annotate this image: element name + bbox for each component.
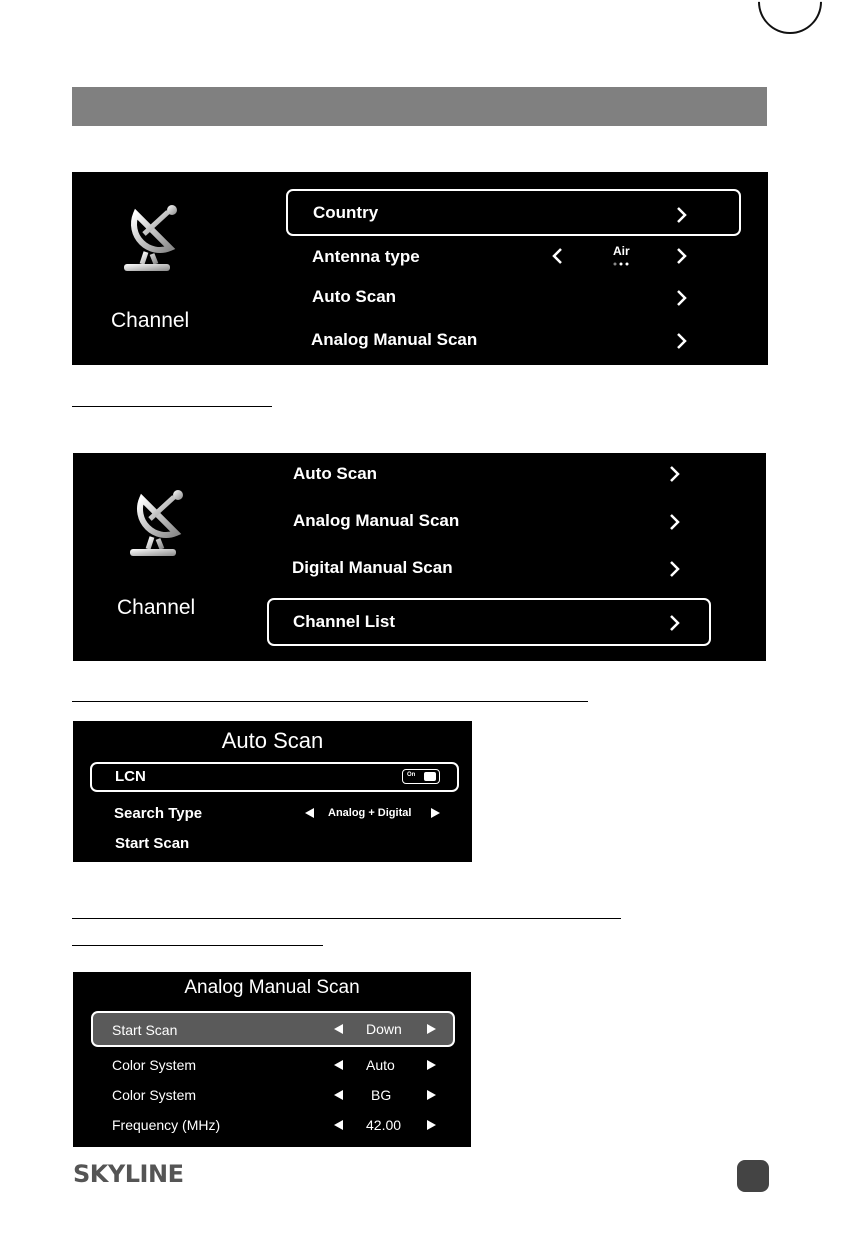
corner-arc-decoration (745, 0, 836, 47)
menu-item-digital-manual-scan[interactable]: Digital Manual Scan (292, 558, 453, 577)
lcn-toggle[interactable] (402, 769, 440, 784)
arrow-left-icon[interactable] (334, 1060, 343, 1070)
chevron-right-icon[interactable] (665, 613, 685, 633)
arrow-left-icon[interactable] (334, 1024, 343, 1034)
underline-divider (72, 701, 588, 702)
frequency-value: 42.00 (366, 1117, 402, 1133)
menu-item-analog-manual-scan[interactable]: Analog Manual Scan (311, 330, 478, 349)
channel-menu-panel-1 (72, 172, 768, 365)
antenna-type-value: Air (613, 244, 630, 258)
lcn-label[interactable]: LCN (115, 768, 146, 785)
search-type-label[interactable]: Search Type (114, 805, 203, 822)
underline-divider (72, 406, 272, 407)
arrow-left-icon[interactable] (334, 1090, 343, 1100)
satellite-dish-icon (128, 489, 194, 561)
channel-menu-panel-2 (73, 453, 766, 661)
arrow-left-icon[interactable] (334, 1120, 343, 1130)
frequency-label[interactable]: Frequency (MHz) (112, 1117, 221, 1133)
chevron-right-icon[interactable] (672, 288, 692, 308)
page-dots-indicator (613, 262, 631, 266)
start-scan-label[interactable]: Start Scan (112, 1022, 178, 1038)
arrow-left-icon[interactable] (305, 808, 314, 818)
page-number-badge (737, 1160, 769, 1192)
toggle-state-label: On (407, 772, 416, 778)
channel-label: Channel (117, 596, 196, 619)
chevron-right-icon[interactable] (672, 331, 692, 351)
chevron-right-icon[interactable] (665, 512, 685, 532)
auto-scan-dialog (73, 721, 472, 862)
section-header-bar (72, 87, 767, 126)
chevron-right-icon[interactable] (665, 464, 685, 484)
menu-item-auto-scan[interactable]: Auto Scan (293, 464, 378, 483)
menu-item-channel-list[interactable]: Channel List (293, 612, 396, 631)
color-system-label[interactable]: Color System (112, 1087, 197, 1103)
arrow-right-icon[interactable] (427, 1090, 436, 1100)
dialog-title: Auto Scan (221, 728, 324, 753)
chevron-right-icon[interactable] (672, 246, 692, 266)
start-scan-value: Down (366, 1021, 402, 1037)
menu-item-auto-scan[interactable]: Auto Scan (312, 287, 397, 306)
menu-item-antenna-type[interactable]: Antenna type (312, 247, 420, 266)
menu-item-country[interactable]: Country (313, 203, 379, 222)
arrow-right-icon[interactable] (427, 1060, 436, 1070)
chevron-right-icon[interactable] (672, 205, 692, 225)
dialog-title: Analog Manual Scan (184, 977, 360, 998)
underline-divider (72, 918, 621, 919)
chevron-left-icon[interactable] (548, 246, 568, 266)
color-system-label[interactable]: Color System (112, 1057, 197, 1073)
start-scan-label[interactable]: Start Scan (115, 835, 190, 852)
menu-item-analog-manual-scan[interactable]: Analog Manual Scan (293, 511, 460, 530)
arrow-right-icon[interactable] (427, 1024, 436, 1034)
underline-divider (72, 945, 323, 946)
channel-label: Channel (111, 309, 190, 332)
satellite-dish-icon (122, 204, 188, 276)
analog-manual-scan-dialog (73, 972, 471, 1147)
color-system-value: BG (371, 1087, 392, 1103)
toggle-knob (424, 772, 436, 781)
search-type-value: Analog + Digital (328, 807, 412, 819)
chevron-right-icon[interactable] (665, 559, 685, 579)
arrow-right-icon[interactable] (431, 808, 440, 818)
color-system-value: Auto (366, 1057, 395, 1073)
brand-logo: SKYLINE (73, 1160, 184, 1188)
arrow-right-icon[interactable] (427, 1120, 436, 1130)
